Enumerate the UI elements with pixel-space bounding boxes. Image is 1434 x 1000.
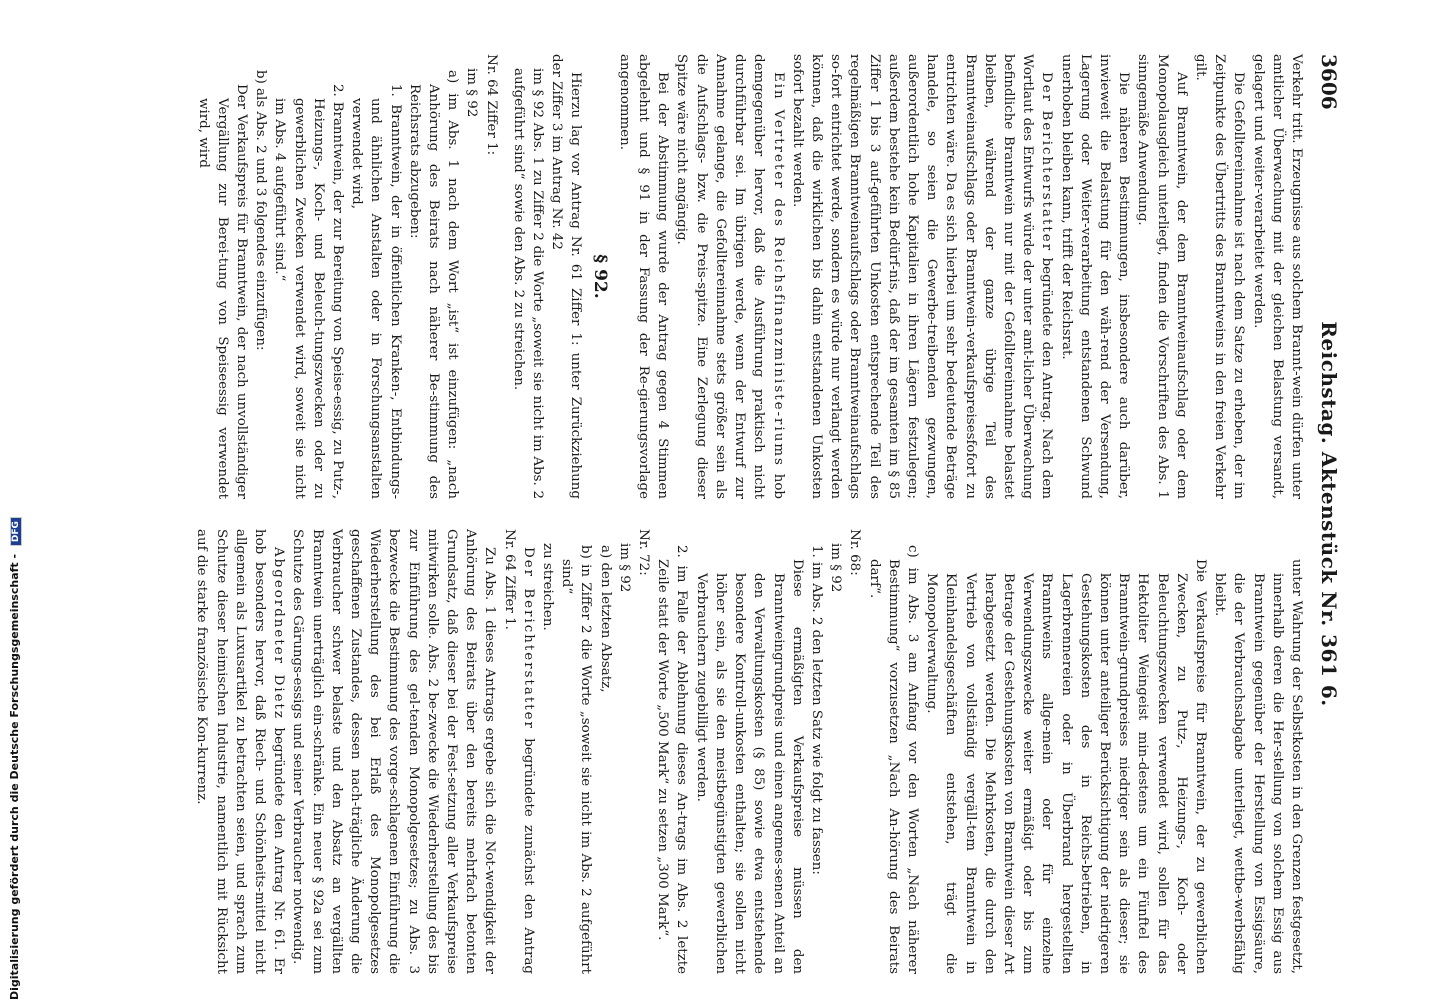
motion-item: im § 92	[464, 68, 480, 118]
motion-item: im § 92	[828, 543, 844, 593]
page-header	[1310, 54, 1340, 974]
page-number: 3606	[1317, 54, 1341, 110]
paragraph: Zu Abs. 1 dieses Antrags ergebe sich die Not-wendigkeit der Anhörung des Beirats über den bereits mehrfach betonten Grundsatz, daß dieser bei der Fest-setzung aller Verkaufspreise mitwirken solle. Abs. 2 be-zwecke die Wiederherstellung des bis zur Einführung des gel-tenden Monopolgesetzes; zu Abs. 3 bezwecke die Bestimmung des vorge-schlagenen Einführung die Wiederherstellung des bei Erlaß des Monopolgesetzes geschaffenen Zustandes, dessen nach-trägliche Änderung die Verbraucher schwer belaste und den Absatz an vergällten Branntwein unerträglich ein-schränke. Ein neuer § 92a sei zum Schutze des Gärungs-essigs und seiner Verbraucher notwendig.	[290, 529, 498, 974]
motion-item: 1. im Abs. 2 den letzten Satz wie folgt zu fassen:	[808, 545, 824, 875]
motion-item: a) im Abs. 1 nach dem Wort „ist“ ist einzufügen: „nach Anhörung des Beirats nach näherer Be-stimmung des Reichsrats abzugeben:	[406, 70, 461, 499]
paragraph: Bei der Abstimmung wurde der Antrag gegen 4 Stimmen abgelehnt und § 91 in der Fassung der Re-gierungsvorlage angenommen.	[616, 54, 671, 499]
paragraph	[788, 54, 1057, 499]
paragraph-text: hob demgegenüber hervor, daß die Ausführung praktisch nicht durchführbar sei. Im übrigen werde, wenn der Entwurf zur Annahme gelange, die Gefolltereinnahme stets größer sein als die Aufschlags- bzw. die Preis-spitze. Eine Zerlegung dieser Spitze wäre nicht angängig.	[674, 54, 786, 499]
paragraph-text: begründete den Antrag. Nach dem Wortlaut des Entwurfs würde der unter amt-licher Überwachung befindliche Branntwein nur mit der Gefolltereinnahme belastet bleiben, während der ganze übrige Teil des Branntweinaufschlags oder Branntwein-verkaufspreisesfofort zu entrichten wäre. Da es sich hierbei um sehr bedeutende Beträge handele, so seien die Gewerbe-treibenden gezwungen, außerordentlich hohe Kapitalien in ihren Lägern festzulegen; außerdem bestehe kein Bedürf-nis, daß der im gesamten im § 85 Ziffer 1 bis 3 auf-geführten Unkosten entsprechende Teil des regelmäßigen Branntweinaufschlags oder Branntweinaufschlags so-fort entrichtet werde, sondern es würde nur verlangt werden können, daß die wirklichen bis dahin entstandenen Unkosten sofort bezahlt werden.	[789, 54, 1055, 500]
motion-item: Die Verkaufspreise für Branntwein, der zu gewerblichen Zwecken, zu Putz-, Heizungs-, Koch- oder Beleuchtungszwecken verwendet wird, sollen für das Hektoliter Weingeist min-destens um ein Fünftel des Branntwein-grundpreises niedriger sein als dieser; sie können unter anteiliger Berücksichtigung der niedrigeren Gestehungskosten des in Reichs-betrieben, in Lagerbrennereien oder in Überbrand hergestellten Branntweins allge-mein oder für einzelne Verwendungszwecke weiter ermäßigt oder bis zum Betrage der Gestehungskosten von Branntwein dieser Art herabgesetzt werden. Die Mehrkosten, die durch den Vertrieb von vollständig vergäll-tem Branntwein in Kleinhandelsgeschäften entstehen, trägt die Monopolverwaltung.	[924, 559, 1208, 974]
motion-item: b) in Ziffer 2 die Worte „soweit sie nicht im Abs. 2 aufgeführt sind“	[559, 545, 594, 974]
motion-item: unter Wahrung der Selbstkosten in den Grenzen festgesetzt, innerhalb deren die Her-stellung von solchem Essig aus Branntwein gegenüber der Herstellung von Essigsäure, die der Verbrauchsabgabe unterliegt, wettbe-werbsfähig bleibt.	[1212, 559, 1304, 974]
speaker-label: Der Berichterstatter	[520, 547, 536, 730]
motion-item: a) den letzten Absatz,	[597, 545, 613, 693]
motion-label: Nr. 64 Ziffer 1:	[483, 54, 499, 156]
paragraph-text: begründete den Antrag Nr. 61. Er hob besonders hervor, daß Riech- und Schönheits-mittel nicht allgemein als Luxusartikel zu betrachten seien, und sprach zum Schutze dieser heimischen Industrie, namentlich mit Rücksicht auf die starke französische Kon-kurrenz.	[194, 529, 287, 974]
speaker-label: Ein Vertreter des Reichsfinanzministe-riums	[770, 72, 786, 467]
motion-item: zu streichen.	[540, 543, 556, 631]
motion-label: Nr. 72:	[636, 529, 652, 576]
motion-item: c) im Abs. 3 am Anfang vor den Worten „Nach näherer Bestimmung“ vorzusetzen „Nach An-hörung des Beirats darf“.	[866, 545, 920, 974]
paragraph: Die näheren Bestimmungen, insbesondere auch darüber, inwieweit die Belastung für den wäh-rend der Versendung, Lagerung oder Weiter-verarbeitung entstandenen Schwund unerhoben bleiben kann, trifft der Reichsrat.	[1058, 54, 1132, 499]
paragraph	[499, 529, 537, 974]
motion-item: 1. Branntwein, der in öffentlichen Kranken-, Entbindungs- und ähnlichen Anstalten oder in Forschungsanstalten verwendet wird,	[349, 84, 403, 499]
motion-label: Nr. 68:	[847, 529, 863, 576]
motion-item: 2. im Falle der Ablehnung dieses An-trags im Abs. 2 letzte Zeile statt der Worte „500 Mark“ zu setzen „300 Mark“.	[655, 545, 690, 974]
speaker-label: Der Berichterstatter	[1039, 72, 1055, 253]
digitization-footer	[8, 0, 24, 1000]
motion-item: im § 92	[616, 543, 632, 593]
footer-text: Digitalisierung gefördert durch die Deutsche Forschungsgemeinschaft -	[8, 553, 21, 1000]
motion-item: Diese ermäßigten Verkaufspreise müssen den Branntweingrundpreis und einen angemes-senen Anteil an den Verwaltungskosten (§ 85) sowie etwa entstehende besondere Kontroll-unkosten enthalten; sie sollen nicht höher sein, als sie den meistbegünstigten gewerblichen Verbrauchern zugebilligt werden.	[693, 559, 805, 974]
section-heading: § 92.	[589, 254, 610, 299]
paragraph: Die Gefolltereinnahme ist nach dem Satze zu erheben, der im Zeitpunkte des Übertritts des Branntweins in den freien Verkehr gilt.	[1192, 54, 1247, 499]
motion-item: Der Verkaufspreis für Branntwein, der nach unvollständiger Vergällung zur Berei-tung von Speiseessig verwendet wird, wird	[195, 84, 250, 499]
paragraph	[192, 529, 288, 974]
paragraph-text: begründete zunächst den Antrag Nr. 64 Ziffer 1.	[501, 529, 536, 974]
paragraph: im § 92 Abs. 1 zu Ziffer 2 die Worte „soweit sie nicht im Abs. 2 aufgeführt sind“ sowie den Abs. 2 zu streichen.	[510, 68, 546, 499]
paragraph	[672, 54, 787, 499]
paragraph: Auf Branntwein, der dem Branntweinaufschlag oder dem Monopolausgleich unterliegt, finden die Vorschriften des Abs. 1 sinngemäße Anwendung.	[1135, 54, 1189, 499]
dfg-logo: DFG	[10, 517, 22, 546]
page-title: Reichstag. Aktenstück Nr. 361 6.	[1317, 321, 1341, 707]
paragraph: Verkehr tritt. Erzeugnisse aus solchem Brannt-wein dürfen unter amtlicher Überwachung mit der gleichen Belastung versandt, gelagert und weiter-verarbeitet werden.	[1250, 54, 1304, 499]
speaker-label: Abgeordneter Dietz	[271, 547, 287, 720]
left-column	[193, 54, 1306, 499]
paragraph: Hierzu lag vor Antrag Nr. 61 Ziffer 1: unter Zurückziehung der Ziffer 3 im Antrag Nr. 42	[549, 54, 584, 499]
motion-item: b) als Abs. 2 und 3 folgendes einzufügen:	[253, 70, 269, 351]
rotated-page	[85, 54, 1340, 974]
right-column	[192, 529, 1306, 974]
motion-item: 2. Branntwein, der zur Bereitung von Speise-essig, zu Putz-, Heizungs-, Koch- und Beleuch-tungszwecken oder zu gewerblichen Zwecken verwendet wird, soweit sie nicht im Abs. 4 aufgeführt sind.“	[272, 84, 346, 499]
